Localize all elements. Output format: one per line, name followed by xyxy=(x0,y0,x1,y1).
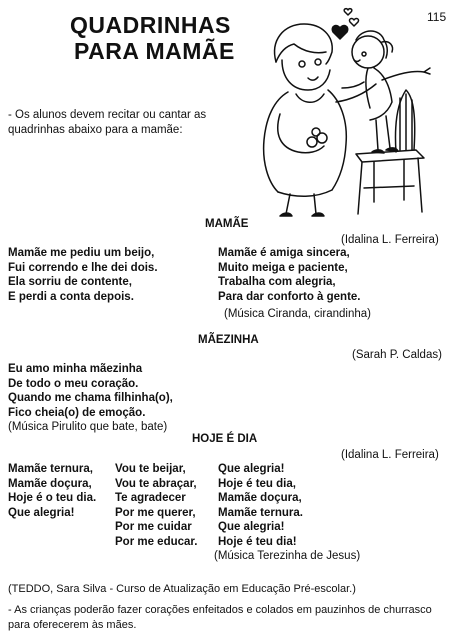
footer-note: - As crianças poderão fazer corações enfeitados e colados em pauzinhos de churrasco para oferecerem às mães. xyxy=(8,604,432,631)
section-title-hoje-e-dia: HOJE É DIA xyxy=(192,433,258,445)
verse-line: Muito meiga e paciente, xyxy=(218,261,348,274)
verse-mamae-col2 xyxy=(218,246,371,322)
title-line-2: PARA MAMÃE xyxy=(74,38,235,64)
verse-maezinha xyxy=(8,362,173,435)
verse-line: Para dar conforto à gente. xyxy=(218,290,361,303)
verse-line: Hoje é teu dia! xyxy=(218,535,297,548)
heart-icon xyxy=(349,19,358,26)
verse-line: Eu amo minha mãezinha xyxy=(8,363,143,375)
section-title-maezinha: MÃEZINHA xyxy=(198,334,259,346)
verse-line: Mamãe ternura. xyxy=(218,506,304,519)
verse-line: Vou te abraçar, xyxy=(115,477,197,490)
verse-line: Mamãe doçura, xyxy=(8,477,92,490)
title-line-1: QUADRINHAS xyxy=(70,12,231,38)
verse-line: Mamãe me pediu um beijo, xyxy=(8,247,155,259)
verse-line: De todo o meu coração. xyxy=(8,377,139,390)
heart-icon xyxy=(332,25,347,39)
verse-line: Por me querer, xyxy=(115,506,196,519)
verse-line: Vou te beijar, xyxy=(115,463,186,475)
verse-hoje-col2 xyxy=(115,462,197,549)
verse-hoje-col1 xyxy=(8,462,96,520)
verse-line: Mamãe doçura, xyxy=(218,492,302,504)
song-note: (Música Pirulito que bate, bate) xyxy=(8,421,168,433)
verse-line: Que alegria! xyxy=(8,506,75,519)
verse-line: E perdi a conta depois. xyxy=(8,290,134,303)
verse-line: Hoje é o teu dia. xyxy=(8,492,97,504)
song-note: (Música Terezinha de Jesus) xyxy=(214,550,361,562)
verse-line: Trabalha com alegria, xyxy=(218,276,336,288)
song-note: (Música Ciranda, cirandinha) xyxy=(224,308,372,320)
verse-mamae-col1 xyxy=(8,246,158,304)
page-title xyxy=(70,12,235,64)
verse-line: Mamãe ternura, xyxy=(8,463,94,475)
verse-line: Fico cheia(o) de emoção. xyxy=(8,406,146,419)
author-maezinha: (Sarah P. Caldas) xyxy=(352,349,442,361)
verse-line: Te agradecer xyxy=(115,492,186,504)
verse-line: Que alegria! xyxy=(218,463,285,475)
reference-text: (TEDDO, Sara Silva - Curso de Atualização em Educação Pré-escolar.) xyxy=(8,583,356,595)
verse-line: Fui correndo e lhe dei dois. xyxy=(8,261,158,274)
verse-line: Hoje é teu dia, xyxy=(218,477,296,490)
mother-child-illustration xyxy=(236,2,446,224)
author-mamae: (Idalina L. Ferreira) xyxy=(341,234,439,246)
verse-line: Mamãe é amiga sincera, xyxy=(218,247,350,259)
author-hoje-e-dia: (Idalina L. Ferreira) xyxy=(341,449,439,461)
verse-line: Por me educar. xyxy=(115,535,198,548)
verse-hoje-col3 xyxy=(214,462,361,564)
page-number: 115 xyxy=(427,10,447,24)
verse-line: Por me cuidar xyxy=(115,521,192,533)
verse-line: Ela sorriu de contente, xyxy=(8,276,132,288)
verse-line: Quando me chama filhinha(o), xyxy=(8,392,173,404)
section-title-mamae: MAMÃE xyxy=(205,218,249,230)
heart-icon xyxy=(344,9,352,15)
instruction-text: - Os alunos devem recitar ou cantar as quadrinhas abaixo para a mamãe: xyxy=(8,109,207,136)
verse-line: Que alegria! xyxy=(218,521,285,533)
